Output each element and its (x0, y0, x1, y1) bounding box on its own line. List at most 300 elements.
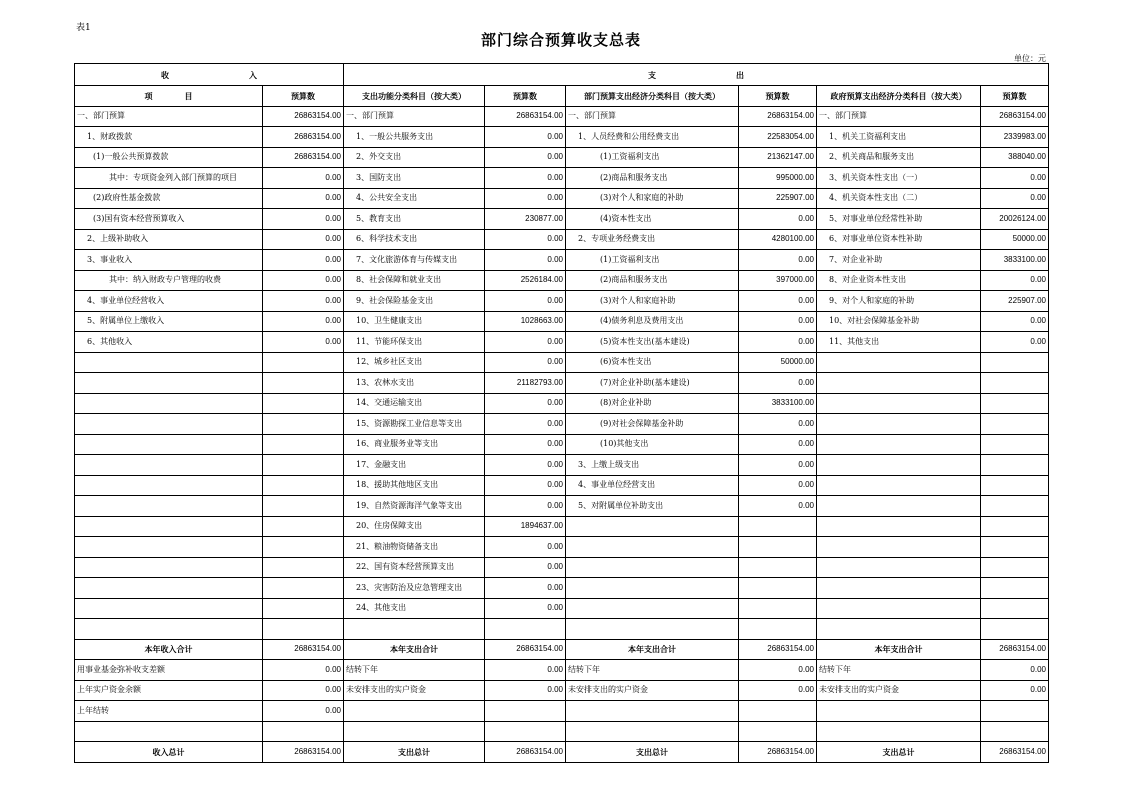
budget-amount-cell: 0.00 (485, 537, 566, 558)
item-label-cell: 用事业基金弥补收支差额 (75, 660, 263, 681)
budget-amount-cell: 0.00 (485, 332, 566, 353)
item-label-cell (566, 516, 739, 537)
expense-section-header: 支 出 (344, 64, 1049, 86)
budget-amount-cell: 26863154.00 (739, 639, 817, 660)
item-label-cell: (3)对个人和家庭的补助 (566, 188, 739, 209)
budget-amount-cell: 26863154.00 (263, 127, 344, 148)
budget-amount-cell (981, 373, 1049, 394)
budget-amount-cell: 0.00 (739, 291, 817, 312)
item-label-cell (75, 721, 263, 742)
item-label-cell: 3、国防支出 (344, 168, 485, 189)
budget-amount-cell: 21362147.00 (739, 147, 817, 168)
item-label-cell (566, 701, 739, 722)
budget-amount-cell (263, 598, 344, 619)
budget-amount-cell: 0.00 (263, 291, 344, 312)
item-label-cell: (1)工资福利支出 (566, 250, 739, 271)
table-row (75, 619, 1049, 640)
budget-amount-cell (981, 352, 1049, 373)
item-label-cell: 1、一般公共服务支出 (344, 127, 485, 148)
item-label-cell (817, 721, 981, 742)
budget-amount-cell: 0.00 (485, 393, 566, 414)
item-label-cell: 一、部门预算 (75, 106, 263, 127)
budget-amount-cell (981, 496, 1049, 517)
item-label-cell (817, 393, 981, 414)
item-label-cell: 6、科学技术支出 (344, 229, 485, 250)
budget-amount-cell (981, 475, 1049, 496)
item-label-cell: 一、部门预算 (566, 106, 739, 127)
item-label-cell: 6、其他收入 (75, 332, 263, 353)
budget-amount-cell: 26863154.00 (485, 742, 566, 763)
item-label-cell: 支出总计 (344, 742, 485, 763)
item-label-cell (75, 434, 263, 455)
budget-amount-cell (739, 557, 817, 578)
budget-amount-cell: 0.00 (981, 168, 1049, 189)
budget-amount-cell: 0.00 (485, 455, 566, 476)
item-label-cell: 13、农林水支出 (344, 373, 485, 394)
item-label-cell (817, 496, 981, 517)
budget-amount-cell: 0.00 (739, 311, 817, 332)
table-row (75, 106, 1049, 127)
item-label-cell: 12、城乡社区支出 (344, 352, 485, 373)
table-row (75, 516, 1049, 537)
item-label-cell (344, 619, 485, 640)
item-label-cell (817, 475, 981, 496)
item-label-cell: 支出总计 (566, 742, 739, 763)
item-label-cell: 4、机关资本性支出（二） (817, 188, 981, 209)
table-row (75, 721, 1049, 742)
budget-amount-cell: 26863154.00 (263, 147, 344, 168)
budget-amount-cell (263, 434, 344, 455)
column-header-dept-economic-category: 部门预算支出经济分类科目（按大类） (566, 86, 739, 107)
table-row (75, 250, 1049, 271)
budget-amount-cell (263, 619, 344, 640)
item-label-cell: (8)对企业补助 (566, 393, 739, 414)
budget-amount-cell: 0.00 (981, 332, 1049, 353)
budget-amount-cell: 21182793.00 (485, 373, 566, 394)
budget-amount-cell: 0.00 (981, 270, 1049, 291)
budget-amount-cell: 0.00 (981, 660, 1049, 681)
item-label-cell: 11、其他支出 (817, 332, 981, 353)
budget-amount-cell (981, 537, 1049, 558)
budget-amount-cell: 26863154.00 (485, 106, 566, 127)
item-label-cell: 20、住房保障支出 (344, 516, 485, 537)
item-label-cell: 1、人员经费和公用经费支出 (566, 127, 739, 148)
item-label-cell (817, 414, 981, 435)
budget-amount-cell: 26863154.00 (981, 639, 1049, 660)
budget-amount-cell: 0.00 (485, 578, 566, 599)
budget-amount-cell: 0.00 (739, 373, 817, 394)
item-label-cell: 7、对企业补助 (817, 250, 981, 271)
item-label-cell (817, 516, 981, 537)
budget-amount-cell (739, 537, 817, 558)
budget-amount-cell: 4280100.00 (739, 229, 817, 250)
item-label-cell (566, 578, 739, 599)
budget-amount-cell: 0.00 (485, 414, 566, 435)
column-header-budget: 预算数 (485, 86, 566, 107)
item-label-cell (75, 516, 263, 537)
budget-amount-cell (739, 516, 817, 537)
column-header-item: 项 目 (75, 86, 263, 107)
item-label-cell: 本年支出合计 (566, 639, 739, 660)
item-label-cell: (3)对个人和家庭补助 (566, 291, 739, 312)
column-header-gov-economic-category: 政府预算支出经济分类科目（按大类） (817, 86, 981, 107)
budget-amount-cell: 0.00 (739, 455, 817, 476)
column-header-function-category: 支出功能分类科目（按大类） (344, 86, 485, 107)
budget-amount-cell: 0.00 (739, 332, 817, 353)
budget-amount-cell: 0.00 (485, 127, 566, 148)
item-label-cell: 14、交通运输支出 (344, 393, 485, 414)
table-row (75, 455, 1049, 476)
table-row (75, 393, 1049, 414)
budget-amount-cell: 0.00 (485, 598, 566, 619)
item-label-cell: 未安排支出的实户资金 (566, 680, 739, 701)
budget-amount-cell: 0.00 (263, 660, 344, 681)
item-label-cell (75, 496, 263, 517)
budget-amount-cell: 0.00 (485, 660, 566, 681)
table-row (75, 557, 1049, 578)
item-label-cell: 未安排支出的实户资金 (817, 680, 981, 701)
item-label-cell: 其中：纳入财政专户管理的收费 (75, 270, 263, 291)
table-row (75, 168, 1049, 189)
item-label-cell: 7、文化旅游体育与传媒支出 (344, 250, 485, 271)
budget-amount-cell: 0.00 (263, 168, 344, 189)
item-label-cell: 4、公共安全支出 (344, 188, 485, 209)
budget-amount-cell: 0.00 (263, 270, 344, 291)
table-row (75, 188, 1049, 209)
item-label-cell (817, 434, 981, 455)
budget-amount-cell (739, 701, 817, 722)
item-label-cell: 1、机关工资福利支出 (817, 127, 981, 148)
item-label-cell: 4、事业单位经营收入 (75, 291, 263, 312)
budget-amount-cell: 0.00 (739, 209, 817, 230)
budget-amount-cell (981, 434, 1049, 455)
budget-amount-cell (739, 619, 817, 640)
item-label-cell: 2、机关商品和服务支出 (817, 147, 981, 168)
item-label-cell: 17、金融支出 (344, 455, 485, 476)
table-row (75, 209, 1049, 230)
table-row (75, 270, 1049, 291)
item-label-cell (75, 352, 263, 373)
budget-amount-cell: 50000.00 (981, 229, 1049, 250)
table-row (75, 414, 1049, 435)
budget-amount-cell (981, 414, 1049, 435)
table-row (75, 578, 1049, 599)
budget-amount-cell: 0.00 (263, 229, 344, 250)
item-label-cell: 结转下年 (566, 660, 739, 681)
item-label-cell: 结转下年 (817, 660, 981, 681)
item-label-cell: 上年结转 (75, 701, 263, 722)
budget-amount-cell: 26863154.00 (981, 742, 1049, 763)
item-label-cell: 10、对社会保障基金补助 (817, 311, 981, 332)
budget-amount-cell (263, 496, 344, 517)
budget-amount-cell (263, 352, 344, 373)
budget-amount-cell (485, 619, 566, 640)
budget-amount-cell (981, 578, 1049, 599)
budget-amount-cell: 0.00 (263, 332, 344, 353)
budget-amount-cell (981, 455, 1049, 476)
budget-amount-cell: 0.00 (739, 660, 817, 681)
item-label-cell (817, 537, 981, 558)
item-label-cell (817, 619, 981, 640)
item-label-cell: 5、附属单位上缴收入 (75, 311, 263, 332)
table-row (75, 229, 1049, 250)
column-header-budget: 预算数 (981, 86, 1049, 107)
item-label-cell: (6)资本性支出 (566, 352, 739, 373)
item-label-cell: 16、商业服务业等支出 (344, 434, 485, 455)
item-label-cell: 本年收入合计 (75, 639, 263, 660)
item-label-cell: (4)资本性支出 (566, 209, 739, 230)
item-label-cell: 5、教育支出 (344, 209, 485, 230)
item-label-cell: 23、灾害防治及应急管理支出 (344, 578, 485, 599)
item-label-cell: 1、财政拨款 (75, 127, 263, 148)
budget-amount-cell: 0.00 (739, 414, 817, 435)
table-row (75, 742, 1049, 763)
budget-amount-cell: 2339983.00 (981, 127, 1049, 148)
item-label-cell: 6、对事业单位资本性补助 (817, 229, 981, 250)
item-label-cell (75, 414, 263, 435)
item-label-cell: 3、事业收入 (75, 250, 263, 271)
budget-amount-cell (981, 721, 1049, 742)
budget-amount-cell: 0.00 (739, 680, 817, 701)
item-label-cell: 3、机关资本性支出（一） (817, 168, 981, 189)
item-label-cell: (3)国有资本经营预算收入 (75, 209, 263, 230)
budget-amount-cell (263, 455, 344, 476)
item-label-cell: 结转下年 (344, 660, 485, 681)
table-row (75, 332, 1049, 353)
budget-amount-cell: 0.00 (485, 352, 566, 373)
budget-amount-cell: 22583054.00 (739, 127, 817, 148)
item-label-cell: 9、社会保险基金支出 (344, 291, 485, 312)
item-label-cell (75, 373, 263, 394)
item-label-cell: 未安排支出的实户资金 (344, 680, 485, 701)
budget-amount-cell: 0.00 (263, 680, 344, 701)
item-label-cell (75, 537, 263, 558)
item-label-cell (817, 455, 981, 476)
item-label-cell: 3、上缴上级支出 (566, 455, 739, 476)
budget-amount-cell: 230877.00 (485, 209, 566, 230)
table-row (75, 639, 1049, 660)
budget-amount-cell (263, 373, 344, 394)
table-row (75, 127, 1049, 148)
item-label-cell (75, 393, 263, 414)
table-row (75, 537, 1049, 558)
budget-amount-cell: 397000.00 (739, 270, 817, 291)
item-label-cell (817, 598, 981, 619)
item-label-cell: 收入总计 (75, 742, 263, 763)
item-label-cell: 15、资源勘探工业信息等支出 (344, 414, 485, 435)
item-label-cell: 9、对个人和家庭的补助 (817, 291, 981, 312)
budget-amount-cell: 0.00 (263, 188, 344, 209)
table-row (75, 291, 1049, 312)
budget-amount-cell: 26863154.00 (263, 106, 344, 127)
budget-amount-cell (263, 393, 344, 414)
item-label-cell: 10、卫生健康支出 (344, 311, 485, 332)
budget-amount-cell (263, 516, 344, 537)
budget-amount-cell: 0.00 (263, 701, 344, 722)
budget-amount-cell: 26863154.00 (263, 742, 344, 763)
budget-amount-cell (263, 721, 344, 742)
item-label-cell: 24、其他支出 (344, 598, 485, 619)
budget-amount-cell: 0.00 (981, 680, 1049, 701)
table-row (75, 147, 1049, 168)
budget-amount-cell (981, 598, 1049, 619)
item-label-cell: (2)政府性基金拨款 (75, 188, 263, 209)
item-label-cell: (1)一般公共预算拨款 (75, 147, 263, 168)
item-label-cell: 5、对事业单位经常性补助 (817, 209, 981, 230)
item-label-cell (344, 721, 485, 742)
income-section-header: 收 入 (75, 64, 344, 86)
budget-amount-cell: 3833100.00 (739, 393, 817, 414)
budget-amount-cell: 0.00 (485, 188, 566, 209)
item-label-cell: 其中：专项资金列入部门预算的项目 (75, 168, 263, 189)
budget-amount-cell: 0.00 (739, 250, 817, 271)
table-number: 表1 (76, 23, 91, 33)
budget-amount-cell (263, 578, 344, 599)
budget-amount-cell: 225907.00 (981, 291, 1049, 312)
item-label-cell: 19、自然资源海洋气象等支出 (344, 496, 485, 517)
item-label-cell: 8、对企业资本性支出 (817, 270, 981, 291)
budget-amount-cell (485, 701, 566, 722)
item-label-cell: (10)其他支出 (566, 434, 739, 455)
table-row (75, 660, 1049, 681)
budget-amount-cell: 0.00 (485, 229, 566, 250)
budget-amount-cell: 1894637.00 (485, 516, 566, 537)
budget-amount-cell: 0.00 (485, 291, 566, 312)
item-label-cell (566, 557, 739, 578)
budget-amount-cell (485, 721, 566, 742)
budget-amount-cell: 26863154.00 (485, 639, 566, 660)
budget-amount-cell (981, 701, 1049, 722)
budget-amount-cell: 26863154.00 (739, 742, 817, 763)
budget-amount-cell (981, 619, 1049, 640)
budget-amount-cell: 0.00 (485, 496, 566, 517)
table-row (75, 311, 1049, 332)
budget-amount-cell: 0.00 (981, 311, 1049, 332)
item-label-cell: 一、部门预算 (344, 106, 485, 127)
table-row (75, 496, 1049, 517)
item-label-cell: (4)债务利息及费用支出 (566, 311, 739, 332)
budget-amount-cell: 0.00 (263, 209, 344, 230)
budget-amount-cell (739, 598, 817, 619)
budget-amount-cell: 225907.00 (739, 188, 817, 209)
item-label-cell: 4、事业单位经营支出 (566, 475, 739, 496)
item-label-cell (817, 352, 981, 373)
item-label-cell: 2、外交支出 (344, 147, 485, 168)
budget-amount-cell: 3833100.00 (981, 250, 1049, 271)
item-label-cell (75, 598, 263, 619)
budget-amount-cell: 0.00 (485, 168, 566, 189)
budget-amount-cell (263, 414, 344, 435)
table-row (75, 352, 1049, 373)
item-label-cell (75, 557, 263, 578)
budget-amount-cell: 0.00 (485, 250, 566, 271)
table-row (75, 701, 1049, 722)
item-label-cell: 11、节能环保支出 (344, 332, 485, 353)
item-label-cell: (2)商品和服务支出 (566, 168, 739, 189)
budget-amount-cell: 0.00 (485, 147, 566, 168)
item-label-cell (566, 598, 739, 619)
budget-amount-cell: 0.00 (739, 434, 817, 455)
budget-amount-cell: 0.00 (981, 188, 1049, 209)
budget-amount-cell (263, 557, 344, 578)
budget-amount-cell: 0.00 (263, 311, 344, 332)
item-label-cell: 一、部门预算 (817, 106, 981, 127)
item-label-cell: (9)对社会保障基金补助 (566, 414, 739, 435)
item-label-cell: (7)对企业补助(基本建设) (566, 373, 739, 394)
budget-amount-cell: 0.00 (485, 557, 566, 578)
item-label-cell (75, 455, 263, 476)
budget-amount-cell (263, 475, 344, 496)
column-header-budget: 预算数 (739, 86, 817, 107)
budget-amount-cell: 1028663.00 (485, 311, 566, 332)
budget-amount-cell: 50000.00 (739, 352, 817, 373)
budget-summary-table (74, 63, 1049, 763)
item-label-cell (566, 537, 739, 558)
budget-amount-cell: 26863154.00 (981, 106, 1049, 127)
budget-amount-cell (981, 393, 1049, 414)
item-label-cell (75, 475, 263, 496)
budget-amount-cell: 0.00 (485, 475, 566, 496)
table-row (75, 373, 1049, 394)
item-label-cell: 支出总计 (817, 742, 981, 763)
item-label-cell: (1)工资福利支出 (566, 147, 739, 168)
page-title: 部门综合预算收支总表 (480, 31, 641, 49)
unit-label: 单位：元 (1014, 54, 1046, 63)
item-label-cell: 5、对附属单位补助支出 (566, 496, 739, 517)
table-row (75, 434, 1049, 455)
budget-amount-cell: 995000.00 (739, 168, 817, 189)
item-label-cell: 2、上级补助收入 (75, 229, 263, 250)
budget-amount-cell: 0.00 (739, 475, 817, 496)
budget-amount-cell (981, 557, 1049, 578)
budget-amount-cell: 26863154.00 (739, 106, 817, 127)
item-label-cell: 18、援助其他地区支出 (344, 475, 485, 496)
budget-amount-cell (263, 537, 344, 558)
item-label-cell: (5)资本性支出(基本建设) (566, 332, 739, 353)
item-label-cell (344, 701, 485, 722)
table-row (75, 680, 1049, 701)
column-header-budget: 预算数 (263, 86, 344, 107)
budget-amount-cell: 0.00 (263, 250, 344, 271)
table-row (75, 598, 1049, 619)
item-label-cell: 8、社会保障和就业支出 (344, 270, 485, 291)
budget-amount-cell: 0.00 (485, 680, 566, 701)
table-body (75, 106, 1049, 762)
budget-amount-cell: 388040.00 (981, 147, 1049, 168)
item-label-cell (75, 578, 263, 599)
item-label-cell (817, 701, 981, 722)
item-label-cell: 本年支出合计 (817, 639, 981, 660)
item-label-cell: 21、粮油物资储备支出 (344, 537, 485, 558)
item-label-cell (566, 721, 739, 742)
item-label-cell (817, 578, 981, 599)
item-label-cell: (2)商品和服务支出 (566, 270, 739, 291)
budget-amount-cell (739, 721, 817, 742)
item-label-cell: 本年支出合计 (344, 639, 485, 660)
budget-amount-cell (739, 578, 817, 599)
table-row (75, 475, 1049, 496)
budget-amount-cell: 0.00 (739, 496, 817, 517)
budget-amount-cell: 0.00 (485, 434, 566, 455)
item-label-cell (817, 557, 981, 578)
budget-amount-cell: 2526184.00 (485, 270, 566, 291)
budget-amount-cell (981, 516, 1049, 537)
item-label-cell: 2、专项业务经费支出 (566, 229, 739, 250)
item-label-cell (75, 619, 263, 640)
item-label-cell: 22、国有资本经营预算支出 (344, 557, 485, 578)
budget-amount-cell: 26863154.00 (263, 639, 344, 660)
item-label-cell (817, 373, 981, 394)
